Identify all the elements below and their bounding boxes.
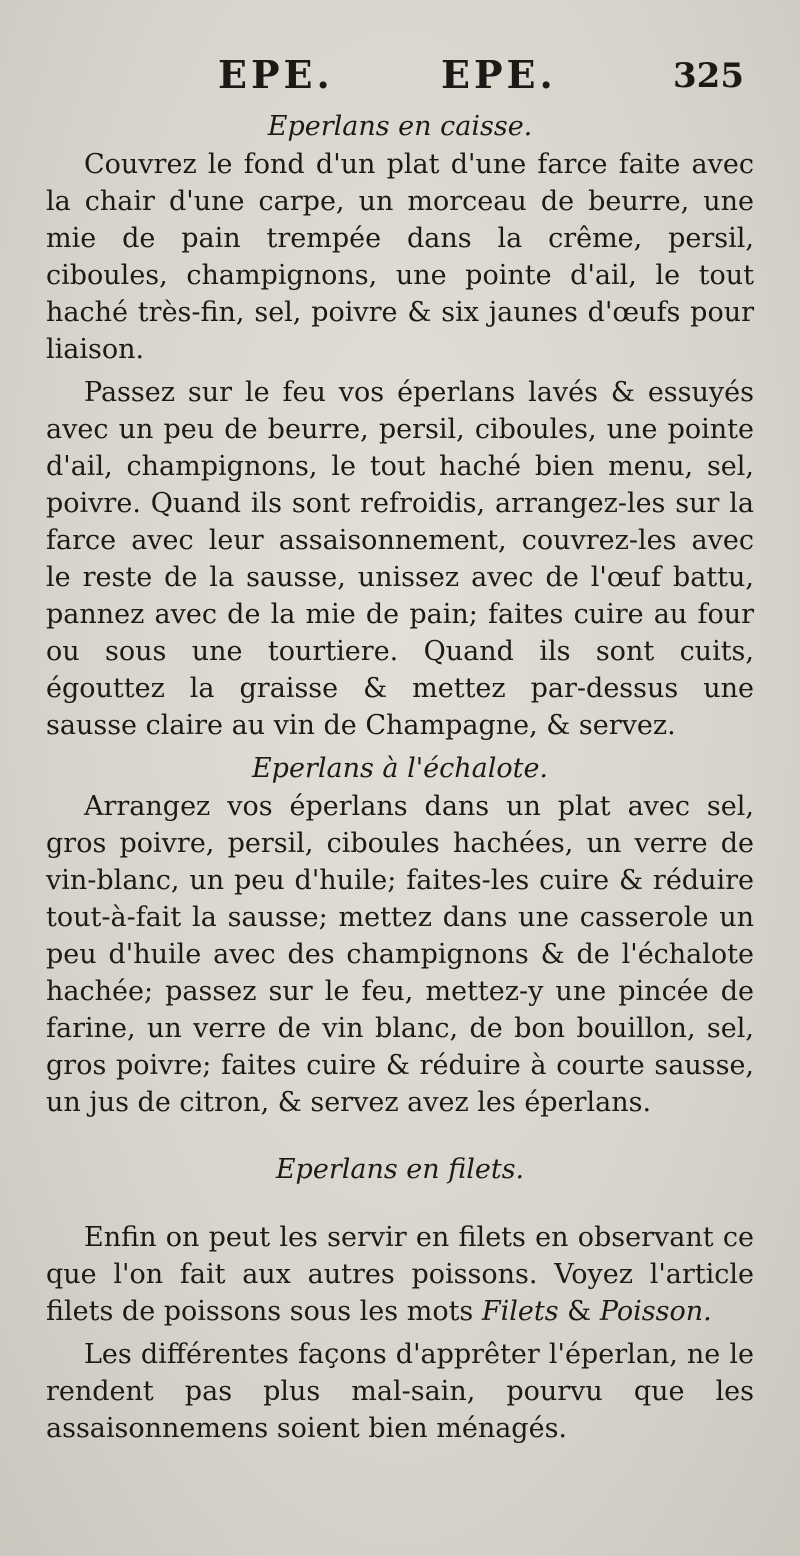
paragraph-text: Enfin on peut les servir en filets en observant ce que l'on fait aux autres poissons. Voyez l'article filets de poissons sous les mots: [46, 1222, 754, 1327]
section-title-eperlans-a-l-echalote: Eperlans à l'échalote.: [251, 753, 549, 784]
page-number: 325: [673, 56, 744, 96]
running-head-right: EPE.: [441, 52, 557, 97]
paragraph: Couvrez le fond d'un plat d'une farce faite avec la chair d'une carpe, un morceau de beurre, une mie de pain trempée dans la crême, persil, ciboules, champignons, une pointe d'ail, le tout haché très-fin, sel, poivre & six jaunes d'œufs pour liaison.: [46, 149, 754, 365]
paragraph-filets: [46, 1219, 754, 1330]
running-head-left: EPE.: [218, 52, 334, 97]
italic-term: Filets: [481, 1296, 559, 1327]
italic-term: Poisson.: [599, 1296, 712, 1327]
paragraph: Passez sur le feu vos éperlans lavés & essuyés avec un peu de beurre, persil, ciboules, une pointe d'ail, champignons, le tout haché bien menu, sel, poivre. Quand ils sont refroidis, arrangez-les sur la farce avec leur assaisonnement, couvrez-les avec le reste de la sausse, unissez avec de l'œuf battu, pannez avec de la mie de pain; faites cuire au four ou sous une tourtiere. Quand ils sont cuits, égouttez la graisse & mettez par-dessus une sausse claire au vin de Champagne, & servez.: [46, 377, 754, 741]
ampersand: &: [567, 1296, 592, 1327]
section-title-eperlans-en-filets: Eperlans en filets.: [275, 1154, 525, 1185]
running-head: [46, 52, 754, 108]
paragraph: Arrangez vos éperlans dans un plat avec sel, gros poivre, persil, ciboules hachées, un verre de vin-blanc, un peu d'huile; faites-les cuire & réduire tout-à-fait la sausse; mettez dans une casserole un peu d'huile avec des champignons & de l'échalote hachée; passez sur le feu, mettez-y une pincée de farine, un verre de vin blanc, de bon bouillon, sel, gros poivre; faites cuire & réduire à courte sausse, un jus de citron, & servez avez les éperlans.: [46, 791, 754, 1118]
section-title-eperlans-en-caisse: Eperlans en caisse.: [267, 111, 533, 142]
paragraph: Les différentes façons d'apprêter l'éperlan, ne le rendent pas plus mal-sain, pourvu que les assaisonnemens soient bien ménagés.: [46, 1339, 754, 1444]
